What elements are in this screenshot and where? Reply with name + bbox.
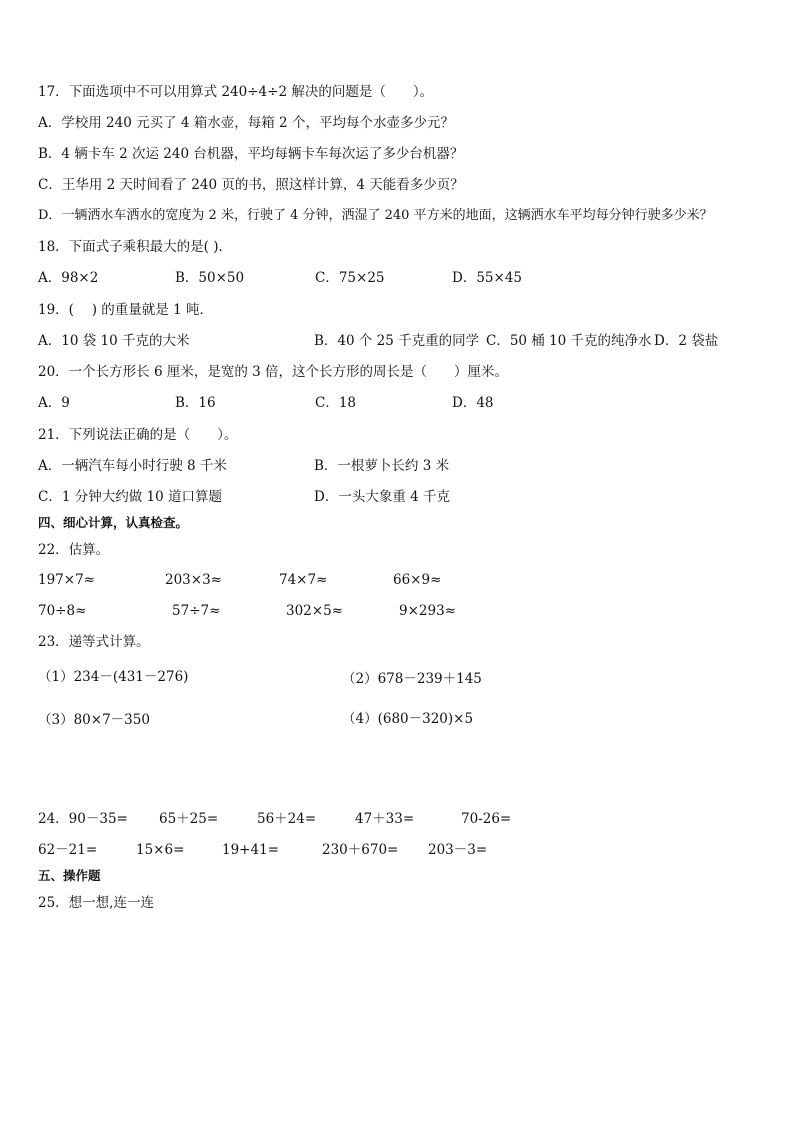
q24-item: 15×6= <box>136 842 185 858</box>
section-5-heading: 五、操作题 <box>38 868 101 883</box>
q18-option-a: A．98×2 <box>38 270 99 286</box>
q22-item: 66×9≈ <box>393 572 442 588</box>
q24-item: 65＋25= <box>159 811 219 827</box>
q18-stem: 18．下面式子乘积最大的是( ). <box>38 239 223 255</box>
q21-option-d: D．一头大象重 4 千克 <box>314 489 450 505</box>
q25-stem: 25．想一想,连一连 <box>38 895 154 911</box>
q17-stem: 17．下面选项中不可以用算式 240÷4÷2 解决的问题是（ ）。 <box>38 84 434 100</box>
q24-item: 62－21= <box>38 842 98 858</box>
q24-item: 70-26= <box>461 811 512 827</box>
q24-item: 24．90－35= <box>38 811 128 827</box>
q17-option-a: A．学校用 240 元买了 4 箱水壶，每箱 2 个，平均每个水壶多少元？ <box>38 115 454 131</box>
q22-item: 9×293≈ <box>399 603 456 619</box>
q23-item-1: （1）234－(431－276) <box>38 669 189 685</box>
q24-item: 47＋33= <box>355 811 415 827</box>
q23-item-4: （4）(680－320)×5 <box>342 711 474 727</box>
q20-option-b: B．16 <box>175 395 216 411</box>
q23-item-3: （3）80×7－350 <box>38 712 150 728</box>
q24-item: 203－3= <box>428 842 488 858</box>
q22-item: 57÷7≈ <box>172 603 221 619</box>
q21-option-c: C．1 分钟大约做 10 道口算题 <box>38 489 222 505</box>
q18-option-d: D．55×45 <box>452 270 522 286</box>
q20-option-c: C．18 <box>315 395 357 411</box>
q22-item: 197×7≈ <box>38 572 95 588</box>
q22-item: 302×5≈ <box>286 603 343 619</box>
q24-item: 19+41= <box>222 842 279 858</box>
q20-stem: 20．一个长方形长 6 厘米，是宽的 3 倍，这个长方形的周长是（ ）厘米。 <box>38 364 509 380</box>
q23-item-2: （2）678－239＋145 <box>342 671 482 687</box>
q22-item: 70÷8≈ <box>38 603 87 619</box>
q22-item: 203×3≈ <box>165 572 222 588</box>
q19-option-b: B．40 个 25 千克重的同学 <box>314 333 480 349</box>
q24-item: 230＋670= <box>322 842 399 858</box>
q20-option-d: D．48 <box>452 395 494 411</box>
q21-option-b: B．一根萝卜长约 3 米 <box>314 458 450 474</box>
q19-option-d: D．2 袋盐 <box>654 333 719 349</box>
q19-stem: 19．( ) 的重量就是 1 吨． <box>38 302 213 318</box>
q21-stem: 21．下列说法正确的是（ ）。 <box>38 427 238 443</box>
q22-item: 74×7≈ <box>279 572 328 588</box>
q19-option-c: C．50 桶 10 千克的纯净水 <box>486 333 652 349</box>
q23-stem: 23．递等式计算。 <box>38 634 150 650</box>
q17-option-b: B．4 辆卡车 2 次运 240 台机器，平均每辆卡车每次运了多少台机器？ <box>38 146 464 162</box>
q17-option-d: D．一辆洒水车洒水的宽度为 2 米，行驶了 4 分钟，洒湿了 240 平方米的地面，这辆洒水车平均每分钟行驶多少米？ <box>38 208 713 223</box>
q19-option-a: A．10 袋 10 千克的大米 <box>38 333 190 349</box>
q18-option-b: B．50×50 <box>175 270 245 286</box>
q22-stem: 22．估算。 <box>38 542 110 558</box>
q20-option-a: A．9 <box>38 395 70 411</box>
q24-item: 56＋24= <box>257 811 317 827</box>
q17-option-c: C．王华用 2 天时间看了 240 页的书，照这样计算，4 天能看多少页？ <box>38 177 464 193</box>
section-4-heading: 四、细心计算，认真检查。 <box>38 515 189 530</box>
q18-option-c: C．75×25 <box>315 270 385 286</box>
q21-option-a: A．一辆汽车每小时行驶 8 千米 <box>38 458 227 474</box>
